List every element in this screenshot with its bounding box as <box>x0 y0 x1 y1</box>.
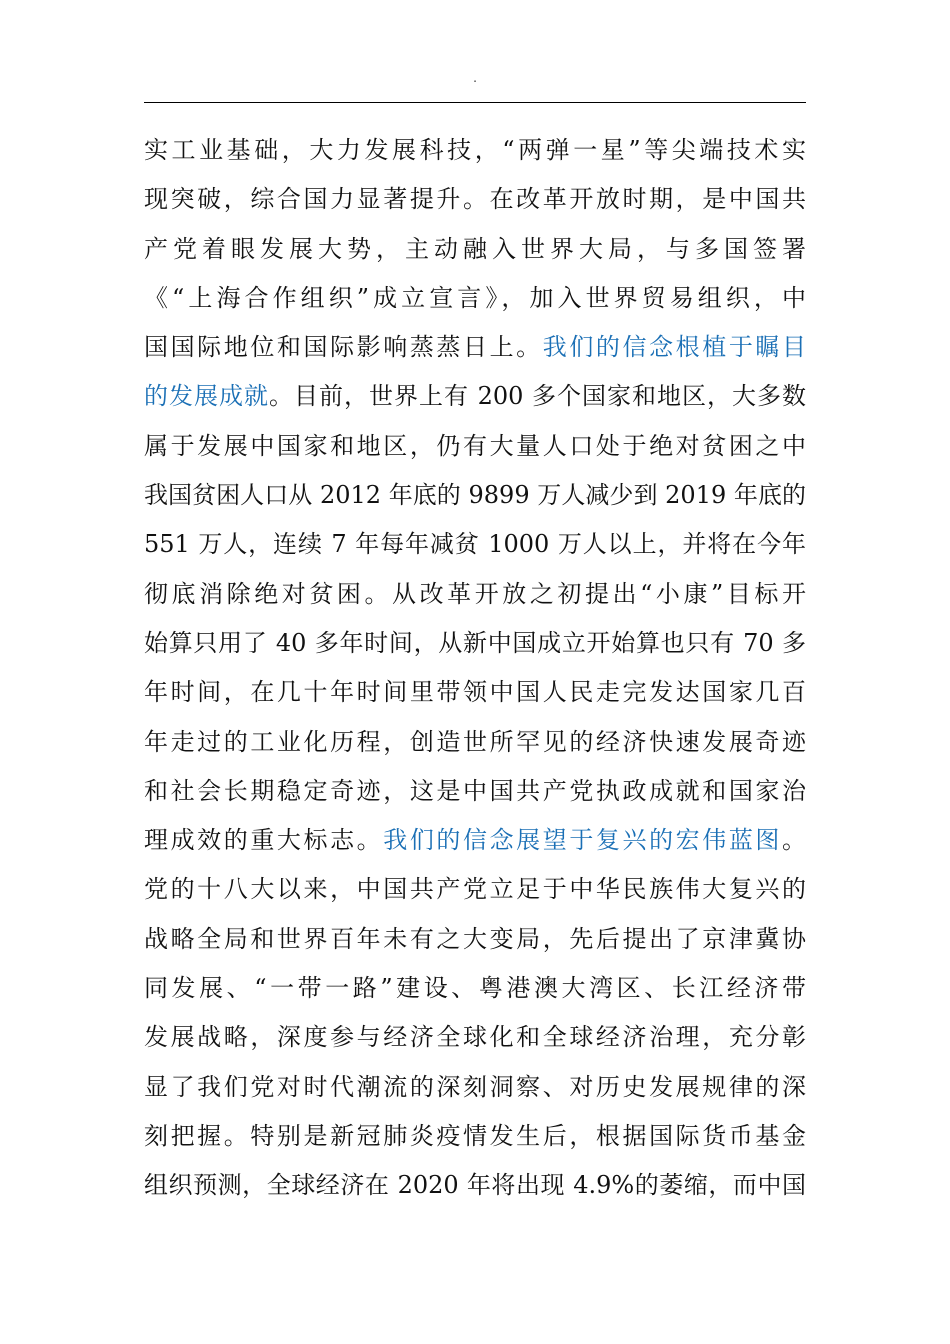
text-line <box>144 964 806 1013</box>
text-segment: 国国际地位和国际影响蒸蒸日上。 <box>144 333 543 362</box>
text-line <box>144 816 806 865</box>
text-line <box>144 767 806 816</box>
header-rule <box>144 102 806 103</box>
text-segment: 。 <box>782 826 806 855</box>
text-line <box>144 915 806 964</box>
text-segment: 发展战略，深度参与经济全球化和全球经济治理，充分彰 <box>144 1023 806 1052</box>
text-segment: 彻底消除绝对贫困。从改革开放之初提出“小康”目标开 <box>144 579 806 608</box>
text-segment: 《“上海合作组织”成立宣言》，加入世界贸易组织，中 <box>144 283 806 312</box>
highlighted-phrase: 我们的信念展望于复兴的宏伟蓝图 <box>383 826 782 855</box>
highlighted-phrase: 我们的信念根植于瞩目 <box>542 333 806 362</box>
text-segment: 实工业基础，大力发展科技，“两弹一星”等尖端技术实 <box>144 136 806 164</box>
text-segment: 党的十八大以来，中国共产党立足于中华民族伟大复兴的 <box>144 875 806 904</box>
text-line <box>144 372 806 421</box>
text-segment: 同发展、“一带一路”建设、粤港澳大湾区、长江经济带 <box>144 974 806 1003</box>
text-line <box>144 1161 806 1210</box>
text-line <box>144 422 806 471</box>
text-line <box>144 471 806 520</box>
text-segment: 战略全局和世界百年未有之大变局，先后提出了京津冀协 <box>144 924 806 953</box>
text-line <box>144 274 806 323</box>
text-line <box>144 126 806 175</box>
text-line <box>144 520 806 569</box>
text-segment: 年时间，在几十年时间里带领中国人民走完发达国家几百 <box>144 678 806 707</box>
text-line <box>144 668 806 717</box>
text-segment: 和社会长期稳定奇迹，这是中国共产党执政成就和国家治 <box>144 776 806 805</box>
highlighted-phrase: 的发展成就 <box>144 382 269 411</box>
text-segment: 年走过的工业化历程，创造世所罕见的经济快速发展奇迹 <box>144 727 806 756</box>
body-paragraph <box>144 126 806 1211</box>
text-line <box>144 323 806 372</box>
text-segment: 显了我们党对时代潮流的深刻洞察、对历史发展规律的深 <box>144 1072 806 1101</box>
text-line <box>144 1112 806 1161</box>
text-segment: 551 万人，连续 7 年每年减贫 1000 万人以上，并将在今年 <box>144 530 806 559</box>
text-line <box>144 619 806 668</box>
text-segment: 始算只用了 40 多年时间，从新中国成立开始算也只有 70 多 <box>144 628 806 657</box>
text-segment: 产党着眼发展大势，主动融入世界大局，与多国签署 <box>144 234 806 263</box>
text-line <box>144 1013 806 1062</box>
text-line <box>144 225 806 274</box>
text-segment: 我国贫困人口从 2012 年底的 9899 万人减少到 2019 年底的 <box>144 481 806 510</box>
text-line <box>144 865 806 914</box>
text-line <box>144 1063 806 1112</box>
text-segment: 刻把握。特别是新冠肺炎疫情发生后，根据国际货币基金 <box>144 1121 806 1150</box>
text-line <box>144 175 806 224</box>
text-line <box>144 718 806 767</box>
page-header-mark: . <box>473 71 477 85</box>
text-segment: 属于发展中国家和地区，仍有大量人口处于绝对贫困之中 <box>144 431 806 460</box>
text-segment: 理成效的重大标志。 <box>144 826 384 855</box>
text-line <box>144 570 806 619</box>
text-segment: 现突破，综合国力显著提升。在改革开放时期，是中国共 <box>144 185 806 214</box>
text-segment: 组织预测，全球经济在 2020 年将出现 4.9%的萎缩，而中国 <box>144 1171 806 1200</box>
text-segment: 。目前，世界上有 200 多个国家和地区，大多数 <box>268 382 806 411</box>
